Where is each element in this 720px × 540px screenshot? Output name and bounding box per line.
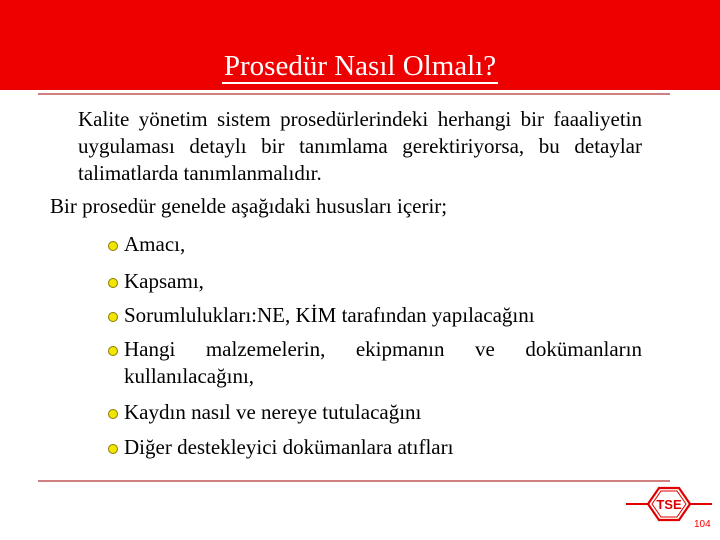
bullet-dot-icon	[108, 409, 118, 419]
bottom-divider	[38, 480, 670, 482]
bullet-text: Sorumlulukları:NE, KİM tarafından yapılacağını	[124, 303, 535, 327]
bullet-text: Diğer destekleyici dokümanlara atıfları	[124, 435, 454, 459]
logo-text: TSE	[656, 497, 682, 512]
bullet-item	[108, 302, 642, 329]
bullet-dot-icon	[108, 241, 118, 251]
body-paragraph: Kalite yönetim sistem prosedürlerindeki herhangi bir faaaliyetin uygulaması detaylı bir tanımlama gerektiriyorsa, bu detaylar talimatlarda tanımlanmalıdır.	[78, 107, 642, 185]
bullet-text: Kapsamı,	[124, 269, 204, 293]
bullet-dot-icon	[108, 346, 118, 356]
slide-title: Prosedür Nasıl Olmalı?	[223, 50, 497, 82]
bullet-dot-icon	[108, 312, 118, 322]
bullet-item	[108, 399, 642, 426]
intro-line: Bir prosedür genelde aşağıdaki hususları içerir;	[50, 194, 448, 218]
page-number: 104	[694, 519, 711, 530]
bullet-item	[108, 231, 642, 258]
bullet-text: Hangi malzemelerin, ekipmanın ve dokümanların kullanılacağını,	[124, 337, 642, 388]
bullet-text: Amacı,	[124, 232, 186, 256]
bullet-dot-icon	[108, 444, 118, 454]
bullet-text: Kaydın nasıl ve nereye tutulacağını	[124, 400, 422, 424]
tse-logo-icon	[624, 484, 714, 524]
bullet-dot-icon	[108, 278, 118, 288]
bullet-item	[108, 268, 642, 295]
bullet-item	[108, 434, 642, 461]
top-divider	[38, 93, 670, 95]
slide-title-container	[0, 50, 720, 83]
bullet-item	[108, 336, 642, 390]
